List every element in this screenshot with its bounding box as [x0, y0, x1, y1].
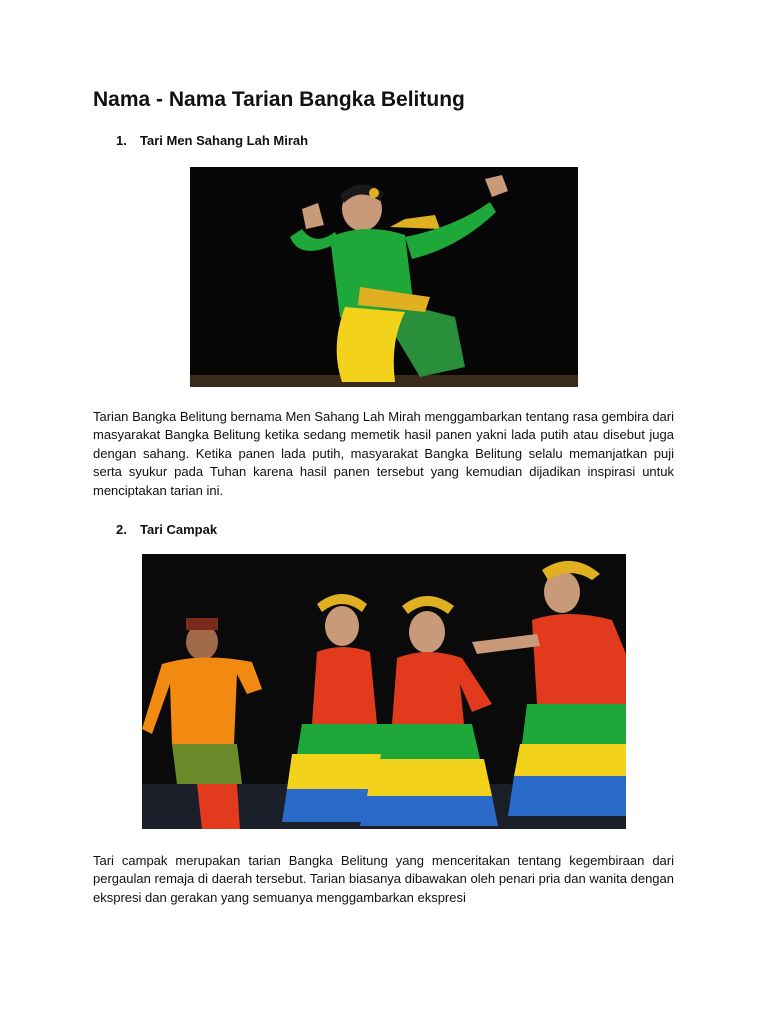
section-heading-1: [116, 133, 308, 148]
section-title-1: Tari Men Sahang Lah Mirah: [140, 133, 309, 148]
section-heading-2: [116, 522, 217, 537]
dancer-green-costume-photo: [190, 167, 578, 387]
section-number-2: 2.: [116, 522, 127, 537]
section-paragraph-1: Tarian Bangka Belitung bernama Men Sahang Lah Mirah menggambarkan tentang rasa gembira dari masyarakat Bangka Belitung ketika sedang memetik hasil panen yakni lada putih atau disebut juga dengan sahang. Ketika panen lada putih, masyarakat Bangka Belitung selalu memanjatkan puji serta syukur pada Tuhan karena hasil panen tersebut yang kemudian dijadikan inspirasi untuk menciptakan tarian ini.: [93, 409, 674, 498]
section-number-1: 1.: [116, 133, 127, 148]
page-title: Nama - Nama Tarian Bangka Belitung: [93, 88, 465, 111]
group-dancers-colorful-costume-photo: [142, 554, 626, 829]
section-title-2: Tari Campak: [140, 522, 218, 537]
section-paragraph-2: Tari campak merupakan tarian Bangka Belitung yang menceritakan tentang kegembiraan dari pergaulan remaja di daerah tersebut. Tarian biasanya dibawakan oleh penari pria dan wanita dengan ekspresi dan gerakan yang semuanya menggambarkan ekspresi: [93, 853, 674, 905]
